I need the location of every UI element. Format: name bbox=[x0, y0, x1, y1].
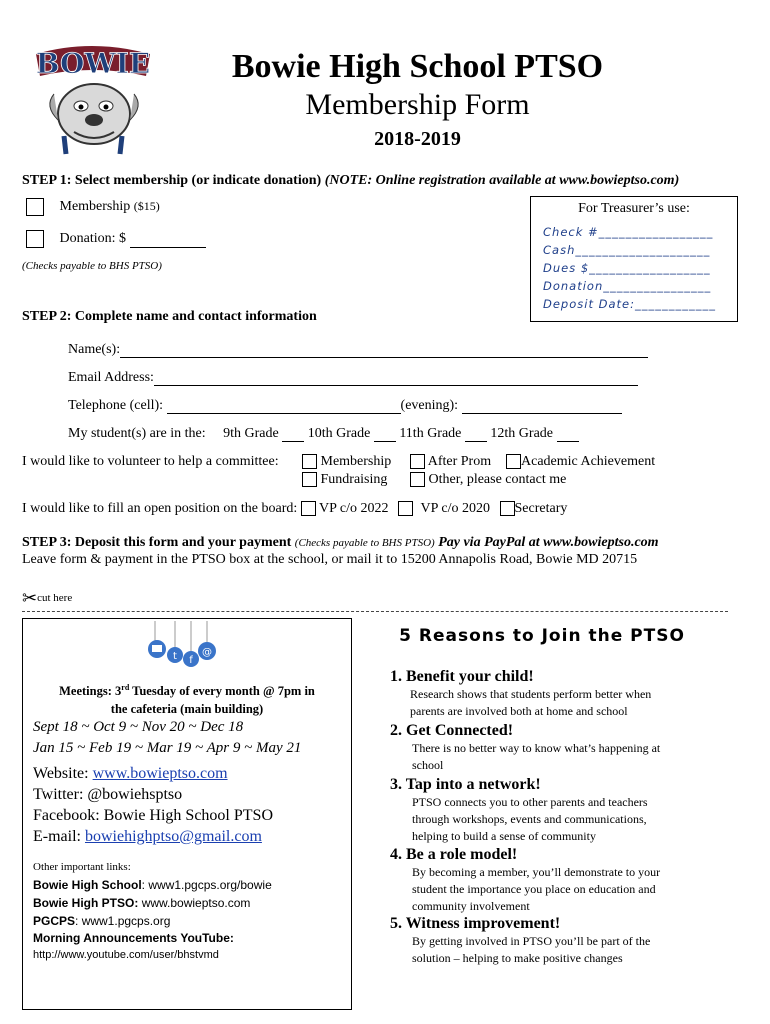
membership-price: ($15) bbox=[133, 199, 160, 214]
volunteer-label: I would like to volunteer to help a committee: bbox=[22, 454, 279, 469]
membership-label: Membership bbox=[59, 199, 131, 215]
reason-1-line2: parents are involved both at home and school bbox=[410, 704, 628, 718]
meetings-line2: the cafeteria (main building) bbox=[110, 702, 264, 717]
reason-3-head: Tap into a network! bbox=[405, 776, 541, 793]
meetings-line1a: Meetings: 3 bbox=[59, 684, 122, 699]
meetings-text bbox=[31, 679, 343, 718]
meetings-sup: rd bbox=[121, 683, 130, 692]
reason-5 bbox=[390, 915, 730, 967]
committee-other-label: Other, please contact me bbox=[428, 472, 567, 487]
committee-fundraising bbox=[302, 472, 387, 488]
committee-academic bbox=[506, 454, 655, 470]
reason-3-num: 3. bbox=[390, 776, 402, 793]
reason-2-head: Get Connected! bbox=[406, 722, 514, 739]
committee-membership-checkbox[interactable] bbox=[302, 454, 317, 469]
reason-3-line2: through workshops, events and communications, bbox=[412, 812, 647, 826]
membership-option bbox=[26, 198, 160, 216]
reason-2 bbox=[390, 722, 730, 774]
membership-checkbox[interactable] bbox=[26, 198, 44, 216]
board-label: I would like to fill an open position on the board: bbox=[22, 501, 298, 516]
reason-1-num: 1. bbox=[390, 668, 402, 685]
dates-line2: Jan 15 ~ Feb 19 ~ Mar 19 ~ Apr 9 ~ May 21 bbox=[33, 740, 302, 756]
paypal-note: Pay via PayPal at www.bowieptso.com bbox=[438, 535, 659, 550]
grades-row bbox=[68, 426, 579, 442]
grade-11-field[interactable] bbox=[465, 441, 487, 442]
facebook-line: Facebook: Bowie High School PTSO bbox=[33, 807, 273, 824]
other-links bbox=[33, 859, 272, 964]
email-link[interactable]: bowiehighptso@gmail.com bbox=[84, 828, 262, 845]
names-field[interactable] bbox=[120, 357, 648, 358]
website-label: Website: bbox=[33, 765, 93, 782]
reason-5-line1: By getting involved in PTSO you’ll be part of the bbox=[412, 934, 651, 948]
link-pgcps-label: PGCPS bbox=[33, 914, 76, 928]
treasurer-cash: Cash____________________ bbox=[543, 243, 711, 257]
social-icons bbox=[145, 621, 245, 667]
secretary-label: Secretary bbox=[514, 501, 568, 516]
link-ptso bbox=[33, 894, 272, 912]
committee-other-checkbox[interactable] bbox=[410, 472, 425, 487]
link-ptso-label: Bowie High PTSO: bbox=[33, 896, 139, 910]
contact-info bbox=[33, 763, 273, 847]
svg-text:f: f bbox=[189, 655, 193, 666]
step3-instructions: Leave form & payment in the PTSO box at the school, or mail it to 15200 Annapolis Road, Bowie MD 20715 bbox=[22, 552, 638, 567]
svg-text:t: t bbox=[173, 651, 177, 662]
vp-2022-checkbox[interactable] bbox=[301, 501, 316, 516]
reasons-title: 5 Reasons to Join the PTSO bbox=[399, 626, 685, 646]
reason-5-line2: solution – helping to make positive changes bbox=[412, 951, 623, 965]
meeting-dates bbox=[33, 717, 301, 759]
reason-5-head: Witness improvement! bbox=[405, 915, 561, 932]
grade-10-field[interactable] bbox=[374, 441, 396, 442]
committee-after-prom-checkbox[interactable] bbox=[410, 454, 425, 469]
telephone-label: Telephone (cell): bbox=[68, 398, 164, 413]
step1-note: (NOTE: Online registration available at www.bowieptso.com) bbox=[324, 173, 680, 188]
reason-2-num: 2. bbox=[390, 722, 402, 739]
donation-option bbox=[26, 230, 206, 248]
reason-4 bbox=[390, 846, 730, 915]
secretary-checkbox[interactable] bbox=[500, 501, 515, 516]
committee-fundraising-checkbox[interactable] bbox=[302, 472, 317, 487]
link-ptso-url[interactable]: www.bowieptso.com bbox=[141, 896, 251, 910]
twitter-line: Twitter: @bowiehsptso bbox=[33, 786, 183, 803]
reason-2-line2: school bbox=[412, 758, 444, 772]
svg-text:BOWIE: BOWIE bbox=[35, 47, 151, 80]
step1-label: STEP 1: Select membership (or indicate donation) bbox=[22, 173, 322, 188]
reason-4-line3: community involvement bbox=[412, 899, 530, 913]
step2-heading: STEP 2: Complete name and contact information bbox=[22, 309, 317, 324]
email-label: Email Address: bbox=[68, 370, 154, 385]
scissors-icon: ✂ bbox=[22, 588, 38, 608]
page-title: Bowie High School PTSO bbox=[231, 48, 604, 85]
treasurer-deposit-date: Deposit Date:____________ bbox=[543, 297, 716, 311]
step3-heading bbox=[22, 535, 659, 551]
dates-line1: Sept 18 ~ Oct 9 ~ Nov 20 ~ Dec 18 bbox=[33, 719, 244, 735]
website-link[interactable]: www.bowieptso.com bbox=[92, 765, 228, 782]
committee-academic-checkbox[interactable] bbox=[506, 454, 521, 469]
names-label: Name(s): bbox=[68, 342, 121, 357]
evening-phone-field[interactable] bbox=[462, 413, 622, 414]
donation-amount-field[interactable] bbox=[130, 247, 206, 248]
other-links-label: Other important links: bbox=[33, 861, 131, 873]
vp-2020-label: VP c/o 2020 bbox=[420, 501, 491, 516]
treasurer-check: Check #_________________ bbox=[543, 225, 714, 239]
link-bowie-high-sep: : bbox=[141, 878, 149, 892]
board-row bbox=[22, 501, 567, 517]
reason-2-line1: There is no better way to know what’s happening at bbox=[412, 741, 661, 755]
reason-3-line3: helping to build a sense of community bbox=[412, 829, 596, 843]
reason-4-head: Be a role model! bbox=[406, 846, 518, 863]
link-pgcps-url[interactable]: www1.pgcps.org bbox=[81, 914, 171, 928]
treasurer-title: For Treasurer’s use: bbox=[578, 201, 690, 216]
grade-10-label: 10th Grade bbox=[307, 426, 371, 441]
vp-2020-checkbox[interactable] bbox=[398, 501, 413, 516]
step3-checks: (Checks payable to BHS PTSO) bbox=[294, 537, 435, 549]
reason-3 bbox=[390, 776, 730, 845]
committee-other bbox=[410, 472, 566, 488]
reason-3-line1: PTSO connects you to other parents and teachers bbox=[412, 795, 648, 809]
reason-4-line1: By becoming a member, you’ll demonstrate to your bbox=[412, 865, 661, 879]
committee-fundraising-label: Fundraising bbox=[320, 472, 388, 487]
youtube-url[interactable]: http://www.youtube.com/user/bhstvmd bbox=[33, 949, 219, 961]
reason-1-head: Benefit your child! bbox=[406, 668, 534, 685]
committee-after-prom-label: After Prom bbox=[427, 454, 492, 469]
page-subtitle: Membership Form bbox=[305, 88, 530, 121]
names-row bbox=[68, 342, 648, 358]
grade-9-label: 9th Grade bbox=[223, 426, 279, 441]
committee-membership bbox=[302, 454, 391, 470]
treasurer-box bbox=[530, 196, 738, 322]
grade-11-label: 11th Grade bbox=[399, 426, 462, 441]
reason-1 bbox=[390, 668, 730, 720]
link-bowie-high-label: Bowie High School bbox=[33, 878, 142, 892]
meetings-line1b: Tuesday of every month @ 7pm in bbox=[129, 684, 315, 699]
reason-4-num: 4. bbox=[390, 846, 402, 863]
cut-line bbox=[22, 611, 728, 612]
grade-12-field[interactable] bbox=[557, 441, 579, 442]
bowie-logo bbox=[26, 36, 156, 156]
reason-1-line1: Research shows that students perform better when bbox=[410, 687, 652, 701]
school-year: 2018-2019 bbox=[374, 128, 461, 150]
cut-here bbox=[22, 588, 72, 609]
meeting-info-box bbox=[22, 618, 352, 1010]
step1-heading bbox=[22, 173, 762, 189]
email-line bbox=[33, 826, 273, 847]
students-label: My student(s) are in the: bbox=[68, 426, 206, 441]
email-field[interactable] bbox=[154, 385, 638, 386]
telephone-row bbox=[68, 398, 622, 414]
link-pgcps bbox=[33, 912, 272, 930]
link-bowie-high-url[interactable]: www1.pgcps.org/bowie bbox=[148, 878, 272, 892]
treasurer-dues: Dues $__________________ bbox=[543, 261, 711, 275]
grade-12-label: 12th Grade bbox=[490, 426, 553, 441]
email-label: E-mail: bbox=[33, 828, 85, 845]
donation-checkbox[interactable] bbox=[26, 230, 44, 248]
email-row bbox=[68, 370, 638, 386]
checks-payable-note: (Checks payable to BHS PTSO) bbox=[22, 260, 162, 272]
link-bowie-high bbox=[33, 876, 272, 894]
treasurer-donation: Donation________________ bbox=[543, 279, 712, 293]
grade-9-field[interactable] bbox=[282, 441, 304, 442]
cut-here-label: cut here bbox=[37, 592, 73, 605]
website-line bbox=[33, 763, 273, 784]
svg-text:@: @ bbox=[202, 647, 212, 658]
link-pgcps-sep: : bbox=[75, 914, 82, 928]
committee-academic-label: Academic Achievement bbox=[521, 454, 656, 469]
step3-label: STEP 3: Deposit this form and your payment bbox=[22, 535, 292, 550]
evening-label: (evening): bbox=[400, 398, 459, 413]
committee-membership-label: Membership bbox=[320, 454, 392, 469]
cell-phone-field[interactable] bbox=[167, 413, 401, 414]
reason-4-line2: student the importance you place on education and bbox=[412, 882, 656, 896]
reason-5-num: 5. bbox=[390, 915, 402, 932]
committee-after-prom bbox=[410, 454, 491, 470]
youtube-label: Morning Announcements YouTube: bbox=[33, 931, 234, 945]
donation-label: Donation: $ bbox=[59, 231, 126, 247]
vp-2022-label: VP c/o 2022 bbox=[319, 501, 389, 516]
